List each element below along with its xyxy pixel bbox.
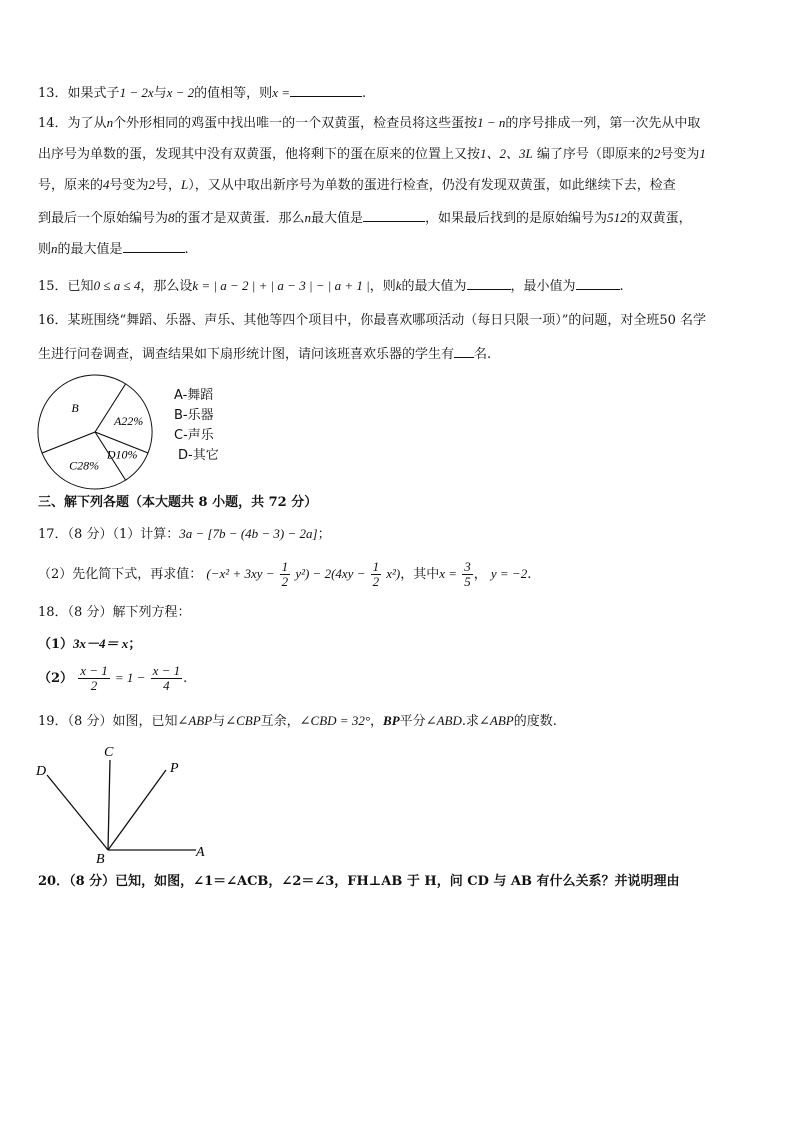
answer-blank[interactable] (363, 207, 425, 222)
pie-label-a: A22% (113, 414, 144, 429)
q18-line-3: （2） $\frac{x - 1}{2}$ = 1 − $\frac{x - 1}{4}$ . (38, 663, 188, 693)
q17-line-1: 17．（8 分）（1）计算：3a − [7b − (4b − 3) − 2a]； (38, 526, 331, 542)
q18-line-1: 18．（8 分）解下列方程： (38, 605, 191, 620)
answer-blank[interactable] (467, 275, 511, 290)
fraction: $\frac{1}{2}$ (372, 559, 380, 589)
legend-item-b: B-乐器 (174, 408, 214, 423)
fraction: $\frac{3}{5}$ (464, 559, 471, 589)
answer-blank[interactable] (123, 238, 185, 253)
fraction: $\frac{x - 1}{2}$ (80, 663, 108, 693)
legend-item-d: D-其它 (178, 448, 219, 463)
label-d: D (36, 764, 47, 779)
fraction: $\frac{1}{2}$ (281, 559, 289, 589)
q16-line-1: 16．某班围绕“舞蹈、乐器、声乐、其他等四个项目中，你最喜欢哪项活动（每日只限一项）”的问题，对全班50 名学 (38, 313, 707, 328)
ray-bd (47, 775, 108, 850)
legend-item-c: C-声乐 (174, 428, 214, 443)
question-15: 15．已知0 ≤ a ≤ 4，那么设k = | a − 2 | + | a − 3 | − | a + 1 |，则k的最大值为 ，最小值为 . (38, 275, 624, 296)
q17-line-2: （2）先化简下式，再求值： (−x² + 3xy − $\frac{1}{2}$ y²) − 2(4xy − $\frac{1}{2}$ x²)，其中x = $\frac{3}{5}$ ， y = −2. (38, 559, 532, 589)
label-c: C (104, 745, 114, 760)
angle-figure (30, 740, 220, 865)
q14-line-3: 号，原来的4号变为2号，L），又从中取出新序号为单数的蛋进行检查，仍没有发现双黄蛋，如此继续下去，检查 (38, 177, 676, 193)
question-20: 20．（8 分）已知，如图，∠1＝∠ACB，∠2＝∠3，FH⊥AB 于 H，问 CD 与 AB 有什么关系？并说明理由 (38, 874, 680, 889)
answer-blank[interactable] (290, 82, 362, 97)
ray-bc (108, 760, 110, 850)
q18-line-2: （1）3x－4＝ x； (38, 636, 142, 652)
section-3-heading: 三、解下列各题（本大题共 8 小题，共 72 分） (38, 495, 318, 510)
fraction: $\frac{x - 1}{4}$ (152, 663, 181, 693)
label-p: P (170, 761, 179, 776)
q14-line-1: 14．为了从n个外形相同的鸡蛋中找出唯一的一个双黄蛋，检查员将这些蛋按1 − n的序号排成一列，第一次先从中取 (38, 115, 701, 131)
q14-line-2: 出序号为单数的蛋，发现其中没有双黄蛋，他将剩下的蛋在原来的位置上又按1、2、3L 编了序号（即原来的2号变为1 (38, 146, 706, 162)
pie-label-c: C28% (69, 458, 100, 473)
q16-line-2: 生进行问卷调查，调查结果如下扇形统计图，请问该班喜欢乐器的学生有 名. (38, 343, 491, 364)
legend-item-a: A-舞蹈 (174, 388, 214, 403)
pie-label-d: D10% (106, 447, 138, 462)
answer-blank[interactable] (576, 275, 620, 290)
question-19: 19．（8 分）如图，已知∠ABP与∠CBP互余，∠CBD = 32°，BP平分∠ABD.求∠ABP的度数. (38, 713, 557, 729)
pie-chart (30, 372, 170, 492)
pie-legend (174, 386, 219, 466)
q14-line-4: 到最后一个原始编号为8的蛋才是双黄蛋．那么n最大值是 ，如果最后找到的是原始编号为512的双黄蛋， (38, 207, 692, 228)
q14-line-5: 则n的最大值是 . (38, 238, 189, 259)
answer-blank[interactable] (454, 343, 474, 358)
label-b: B (96, 852, 105, 865)
label-a: A (196, 845, 205, 860)
question-13: 13．如果式子1 − 2x与x − 2的值相等，则x = . (38, 82, 366, 103)
ray-bp (108, 770, 166, 850)
pie-label-b: B (71, 400, 79, 415)
